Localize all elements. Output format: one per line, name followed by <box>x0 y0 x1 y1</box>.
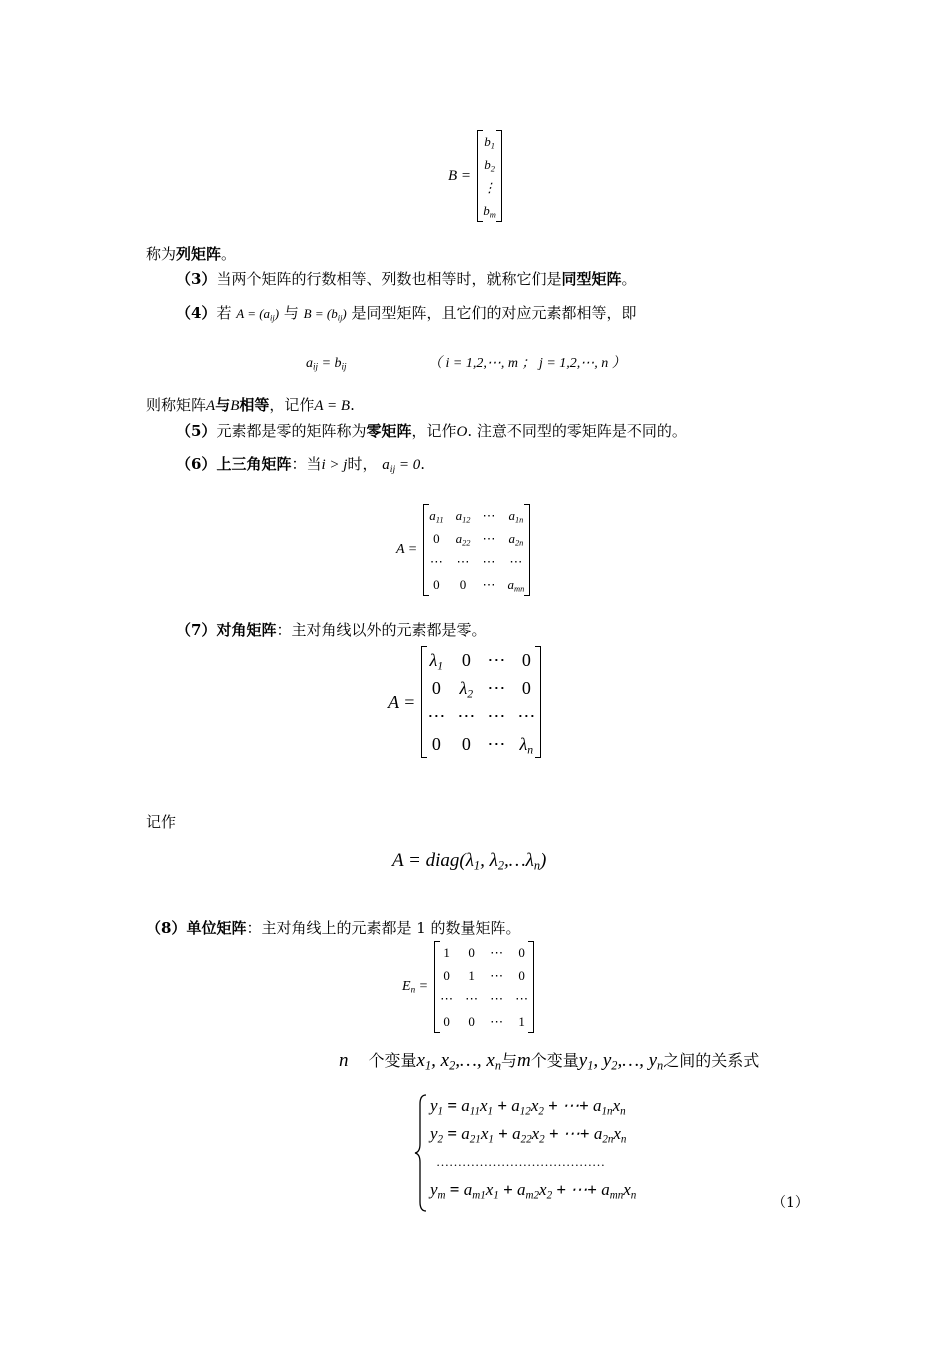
diag-cell-3-3: $\lambda_n$ <box>519 734 534 757</box>
diag-cell-0-1: 0 <box>461 650 471 670</box>
system-equation-1: $y_1 = a_{11}x_1 + a_{12}x_2$ + ⋯+ $a_{1n}x_n$ <box>430 1096 626 1118</box>
upper-cell-3-1: 0 <box>459 577 467 592</box>
matrix-lhs: B = <box>448 168 472 184</box>
identity-matrix: $E_n$ = 1 0 ⋯ 0 0 1 ⋯ 0 ⋯ ⋯ ⋯ ⋯ 0 0 ⋯ 1 <box>402 941 534 1033</box>
diag-cell-2-1: ⋯ <box>457 706 476 726</box>
system-equation-3: ………………………………… <box>436 1154 605 1169</box>
upper-cell-3-0: 0 <box>433 577 440 592</box>
ident-cell-2-1: ⋯ <box>465 991 479 1006</box>
upper-cell-3-3: $a_{mn}$ <box>507 577 525 594</box>
upper-cell-3-2: ⋯ <box>482 577 496 592</box>
diag-cell-2-2: ⋯ <box>487 706 506 726</box>
ident-cell-0-0: 1 <box>443 945 450 960</box>
para-4: （4）若 $A = (a_{ij})$ 与 $B = (b_{ij})$ 是同型矩阵，且它们的对应元素都相等，即 <box>176 304 637 323</box>
diag-cell-1-3: 0 <box>521 678 531 698</box>
column-matrix-b <box>448 130 502 222</box>
diag-cell-3-0: 0 <box>431 734 441 754</box>
diag-cell-2-3: ⋯ <box>517 706 536 726</box>
upper-triangular-matrix: A = $a_{11}$ $a_{12}$ ⋯ $a_{1n}$ 0 $a_{22}$ ⋯ $a_{2n}$ ⋯ ⋯ ⋯ ⋯ 0 0 ⋯ $a_{mn}$ <box>396 504 530 596</box>
diag-equation: $A = diag(\lambda_1$, $\lambda_2,\dots\lambda_n$) <box>392 850 547 873</box>
ident-cell-3-0: 0 <box>443 1014 450 1029</box>
ident-cell-0-2: ⋯ <box>490 945 504 960</box>
diag-cell-3-1: 0 <box>461 734 471 754</box>
left-brace <box>414 1094 428 1212</box>
ident-cell-2-2: ⋯ <box>490 991 504 1006</box>
diag-cell-0-3: 0 <box>521 650 531 670</box>
diag-cell-1-2: ⋯ <box>487 678 506 698</box>
para-variables: n 个变量$x_1$, $x_2,\dots$, $x_n$与m个变量$y_1$, $y_2,\dots$, $y_n$之间的关系式 <box>339 1050 760 1073</box>
diag-cell-1-0: 0 <box>431 678 441 698</box>
diag-cell-3-2: ⋯ <box>487 734 506 754</box>
diag-cell-0-0: $\lambda_1$ <box>429 650 444 673</box>
para-6: （6）上三角矩阵：当i > j时， $a_{ij} = 0$. <box>176 455 426 475</box>
ident-cell-0-1: 0 <box>468 945 475 960</box>
upper-cell-2-1: ⋯ <box>456 554 470 569</box>
ident-cell-3-2: ⋯ <box>490 1014 504 1029</box>
system-equation-4: $y_m = a_{m1}x_1 + a_{m2}x_2$ + ⋯+ $a_{mn}x_n$ <box>430 1180 637 1202</box>
ident-cell-3-1: 0 <box>468 1014 475 1029</box>
ident-cell-0-3: 0 <box>518 945 525 960</box>
diag-cell-0-2: ⋯ <box>487 650 506 670</box>
equation-number: （1） <box>772 1195 809 1211</box>
diagonal-matrix: A = $\lambda_1$ 0 ⋯ 0 0 $\lambda_2$ ⋯ 0 ⋯ ⋯ ⋯ ⋯ 0 0 ⋯ $\lambda_n$ <box>388 646 541 758</box>
ident-cell-1-3: 0 <box>518 968 525 983</box>
para-7: （7）对角矩阵：主对角线以外的元素都是零。 <box>176 621 487 639</box>
diag-cell-1-1: $\lambda_2$ <box>459 678 474 701</box>
upper-cell-0-0: $a_{11}$ <box>429 508 444 525</box>
ident-cell-1-1: 1 <box>468 968 475 983</box>
upper-cell-2-3: ⋯ <box>509 554 523 569</box>
upper-cell-2-2: ⋯ <box>482 554 496 569</box>
para-5: （5）元素都是零的矩阵称为零矩阵，记作O. 注意不同型的零矩阵是不同的。 <box>176 422 687 440</box>
ident-cell-3-3: 1 <box>518 1014 525 1029</box>
upper-cell-1-1: $a_{22}$ <box>455 531 471 548</box>
para-equal: 则称矩阵A与B相等，记作A = B. <box>146 396 355 414</box>
label-denote: 记作 <box>146 813 177 831</box>
matrix-brackets: $b_1$ $b_2$ ⋮ $b_m$ <box>477 130 502 222</box>
equation-index-range: （ i = 1,2,⋯, m ； j = 1,2,⋯, n ） <box>428 356 626 371</box>
ident-cell-1-0: 0 <box>443 968 450 983</box>
upper-cell-0-3: $a_{1n}$ <box>508 508 524 525</box>
upper-cell-1-2: ⋯ <box>482 531 496 546</box>
system-equation-2: $y_2 = a_{21}x_1 + a_{22}x_2$ + ⋯+ $a_{2n}x_n$ <box>430 1124 627 1146</box>
para-column-matrix: 称为列矩阵。 <box>146 245 237 263</box>
para-8: （8）单位矩阵：主对角线上的元素都是 1 的数量矩阵。 <box>146 919 521 937</box>
ident-cell-2-3: ⋯ <box>515 991 529 1006</box>
ident-cell-1-2: ⋯ <box>490 968 504 983</box>
diag-cell-2-0: ⋯ <box>427 706 446 726</box>
upper-cell-1-3: $a_{2n}$ <box>508 531 524 548</box>
para-3: （3）当两个矩阵的行数相等、列数也相等时，就称它们是同型矩阵。 <box>176 270 637 288</box>
upper-cell-0-1: $a_{12}$ <box>455 508 471 525</box>
upper-cell-0-2: ⋯ <box>482 508 496 523</box>
equation-aij-bij: $a_{ij} = b_{ij}$ <box>306 356 347 372</box>
ident-cell-2-0: ⋯ <box>440 991 454 1006</box>
upper-cell-1-0: 0 <box>433 531 440 546</box>
upper-cell-2-0: ⋯ <box>429 554 443 569</box>
